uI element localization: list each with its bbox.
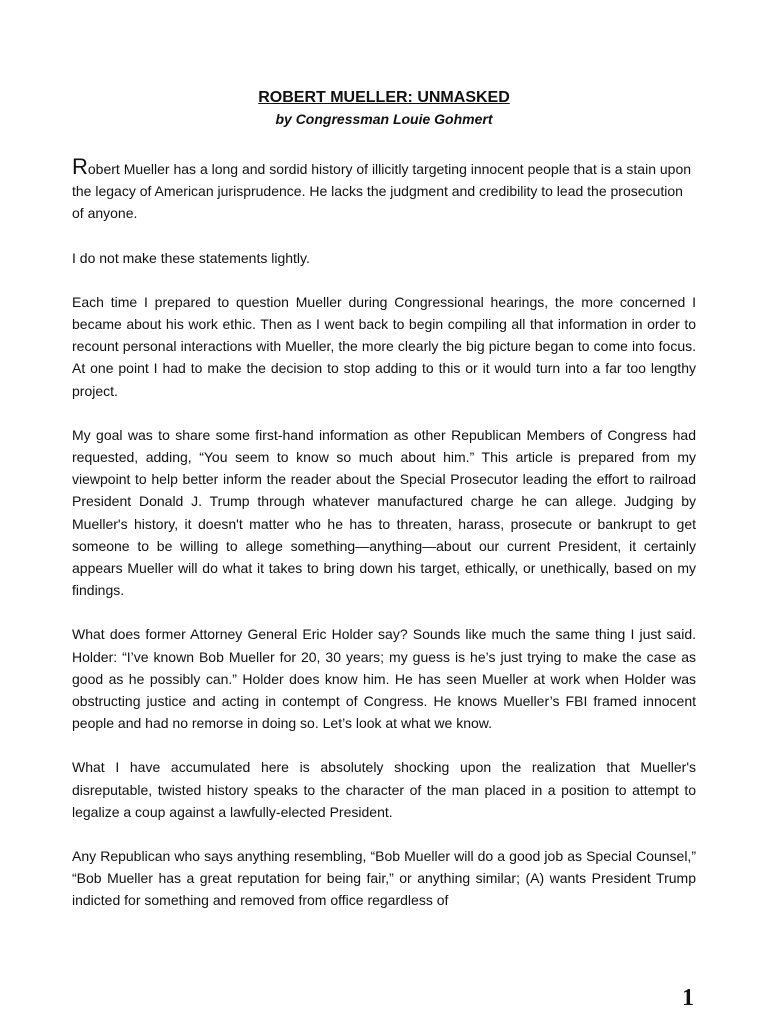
paragraph-6: What I have accumulated here is absolutely shocking upon the realization that Mueller's disreputable, twisted history speaks to the character of the man placed in a position to attempt to legalize a coup against a lawfully-elected President. bbox=[72, 759, 696, 820]
paragraph-4: My goal was to share some first-hand information as other Republican Members of Congress had requested, adding, “You seem to know so much about him.” This article is prepared from my viewpoint to help better inform the reader about the Special Prosecutor leading the effort to railroad President Donald J. Trump through whatever manufactured charge he can allege. Judging by Mueller's history, it doesn't matter who he has to threaten, harass, prosecute or bankrupt to get someone to be willing to allege something—anything—about our current President, it certainly appears Mueller will do what it takes to bring down his target, ethically, or unethically, based on my findings. bbox=[72, 426, 696, 599]
paragraph-7: Any Republican who says anything resembling, “Bob Mueller will do a good job as Special Counsel,” “Bob Mueller has a great reputation for being fair,” or anything similar; (A) wants President Trump indicted for something and removed from office regardless of bbox=[72, 848, 696, 909]
page-number: 1 bbox=[682, 985, 694, 1011]
document-title: ROBERT MUELLER: UNMASKED bbox=[258, 89, 510, 106]
drop-cap-letter: R bbox=[72, 154, 88, 179]
paragraph-3: Each time I prepared to question Mueller during Congressional hearings, the more concerned I became about his work ethic. Then as I went back to begin compiling all that information in order to recount personal interactions with Mueller, the more clearly the big picture began to come into focus. At one point I had to make the decision to stop adding to this or it would turn into a far too lengthy project. bbox=[72, 293, 696, 399]
paragraph-5: What does former Attorney General Eric Holder say? Sounds like much the same thing I just said. Holder: “I’ve known Bob Mueller for 20, 30 years; my guess is he’s just trying to make the case as good as he possibly can.” Holder does know him. He has seen Mueller at work when Holder was obstructing justice and acting in contempt of Congress. He knows Mueller’s FBI framed innocent people and had no remorse in doing so. Let’s look at what we know. bbox=[72, 626, 696, 732]
paragraph-2: I do not make these statements lightly. bbox=[72, 249, 310, 266]
author-byline: by Congressman Louie Gohmert bbox=[275, 111, 493, 127]
paragraph-1 bbox=[72, 154, 696, 225]
article-body bbox=[72, 154, 696, 934]
paragraph-1-text: obert Mueller has a long and sordid history of illicitly targeting innocent people that is a stain upon the legacy of American jurisprudence. He lacks the judgment and credibility to lead the prosecution of anyone. bbox=[72, 161, 692, 222]
